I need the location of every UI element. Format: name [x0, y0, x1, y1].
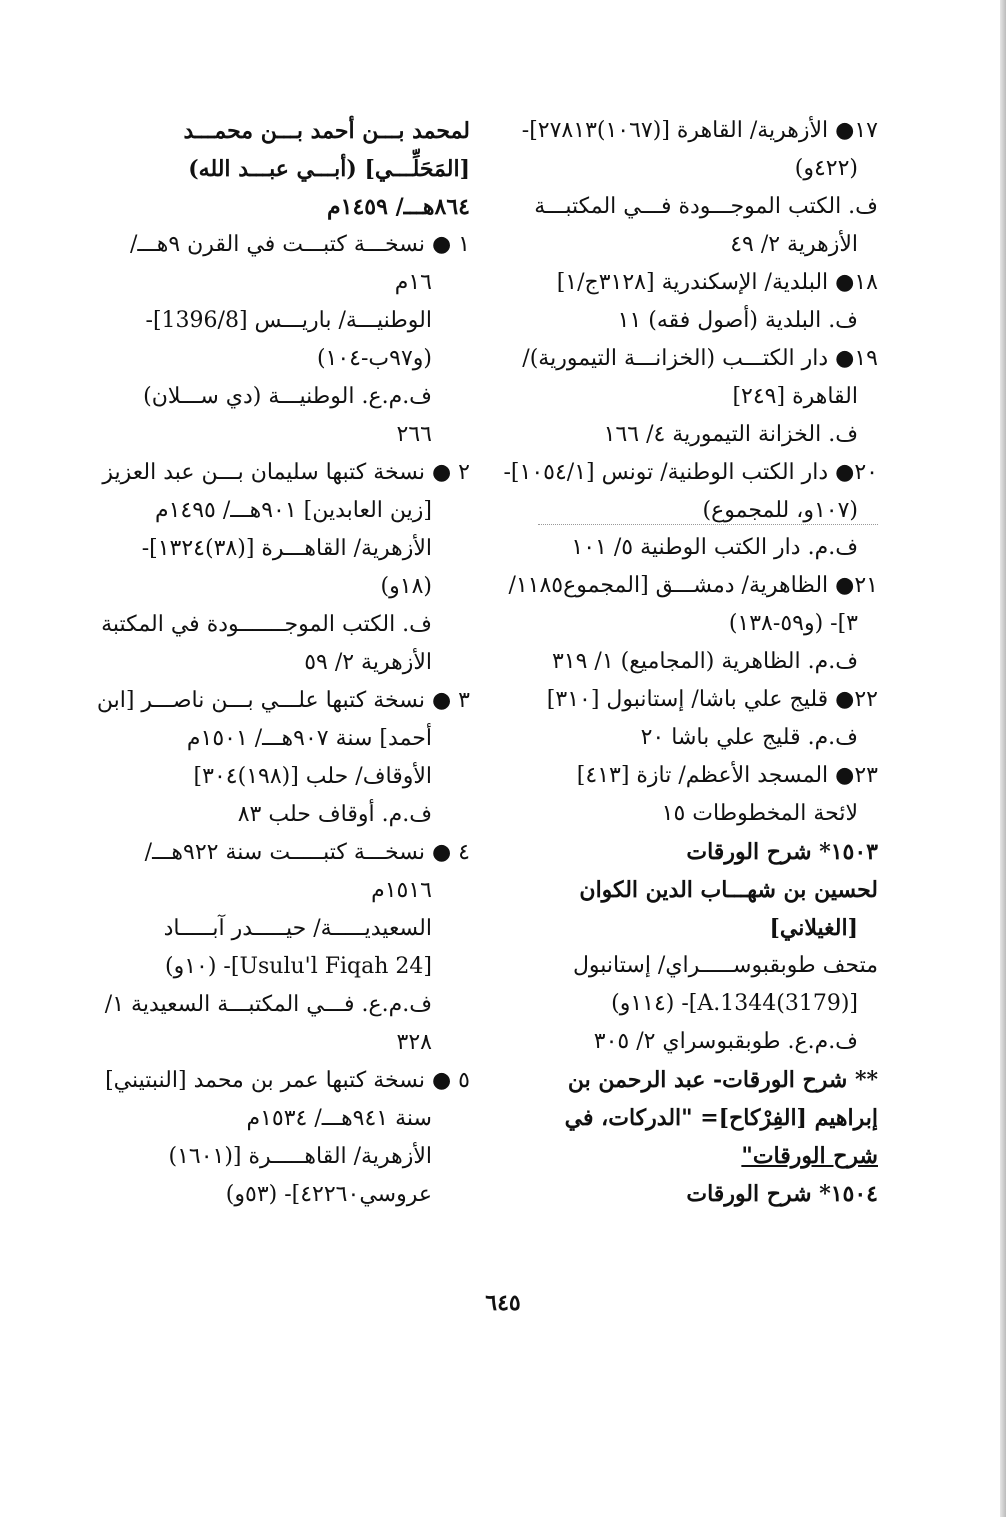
- copy-2-line1: ٢ ● نسخة كتبها سليمان بـــن عبد العزيز: [102, 460, 470, 485]
- entry-22-line: ٢٢● قليج علي باشا/ إستانبول [٣١٠]: [546, 687, 878, 712]
- entry-23-catalog: لائحة المخطوطات ١٥: [661, 801, 858, 826]
- copy-2-line2: [زين العابدين] ٩٠١هـــ/ ١٤٩٥م: [154, 498, 432, 523]
- entry-18-catalog: ف. البلدية (أصول فقه) ١١: [617, 308, 858, 333]
- entry-23-line: ٢٣● المسجد الأعظم/ تازة [٤١٣]: [576, 763, 878, 788]
- entry-1504-heading: ١٥٠٤* شرح الورقات: [686, 1181, 878, 1207]
- copy-4-catalog-line1: ف.م.ع. فـــي المكتبـــة السعيدية ١/: [104, 992, 432, 1017]
- entry-20-line2: (١٠٧و، للمجموع): [702, 498, 858, 523]
- copy-1-location-line2: (و٩٧ب-١٠٤): [316, 346, 432, 371]
- entry-21-line1: ٢١● الظاهرية/ دمشـــق [المجموع١١٨٥/: [508, 573, 878, 598]
- entry-22-catalog: ف.م. قليج علي باشا ٢٠: [640, 725, 858, 750]
- entry-17-line2: (٤٢٢و): [794, 156, 858, 181]
- entry-18-line: ١٨● البلدية/ الإسكندرية [٣١٢٨ج/١]: [556, 270, 878, 295]
- entry-1503-heading: ١٥٠٣* شرح الورقات: [686, 839, 878, 865]
- author-line2: [المَحَلِّـــي] (أبـــي عبـــد الله): [188, 156, 470, 182]
- entry-21-line2: ٣]- (و٥٩-١٣٨): [728, 611, 858, 636]
- cross-ref-line1: ** شرح الورقات- عبد الرحمن بن: [567, 1067, 878, 1093]
- copy-5-line1: ٥ ● نسخة كتبها عمر بن محمد [النبتيني]: [105, 1068, 470, 1093]
- entry-1503-catalog: ف.م.ع. طوبقبوسراي ٢/ ٣٠٥: [593, 1029, 858, 1054]
- copy-2-catalog-line1: ف. الكتب الموجـــــــودة في المكتبة: [101, 612, 432, 637]
- copy-3-catalog: ف.م. أوقاف حلب ٨٣: [237, 802, 432, 827]
- entry-1503-author-line1: لحسين بن شهـــاب الدين الكوان: [579, 877, 878, 903]
- copy-3-line2: أحمد] سنة ٩٠٧هـــ/ ١٥٠١م: [186, 726, 432, 751]
- copy-1-line1: ١ ● نسخـــة كتبـــت في القرن ٩هـــ/: [129, 232, 470, 257]
- entry-19-line1: ١٩● دار الكتـــب (الخزانـــة التيمورية)/: [522, 346, 878, 371]
- entry-19-line2: القاهرة [٢٤٩]: [732, 384, 858, 409]
- copy-4-catalog-line2: ٣٢٨: [396, 1030, 432, 1055]
- author-line1: لمحمد بـــن أحمد بـــن محمـــد: [183, 118, 470, 144]
- copy-1-line2: ١٦م: [394, 270, 432, 295]
- copy-1-location-line1: الوطنيـــة/ باريـــس [1396/8]-: [145, 308, 432, 333]
- copy-3-location: الأوقاف/ حلب [(١٩٨)٣٠٤]: [193, 764, 432, 789]
- cross-ref-line3: شرح الورقات": [741, 1143, 878, 1169]
- copy-5-location-line2: عروسي٤٢٢٦٠]- (٥٣و): [225, 1182, 432, 1207]
- author-dates: ٨٦٤هـــ/ ١٤٥٩م: [327, 194, 470, 220]
- entry-1503-author-line2: [الغيلاني]: [769, 915, 858, 941]
- copy-2-catalog-line2: الأزهرية ٢/ ٥٩: [304, 650, 432, 675]
- copy-4-line2: ١٥١٦م: [371, 878, 432, 903]
- entry-1503-location-line2: [A.1344(3179)]- (١١٤و): [611, 991, 858, 1016]
- entry-19-catalog: ف. الخزانة التيمورية ٤/ ١٦٦: [603, 422, 858, 447]
- copy-4-location-line2: [Usulu'l Fiqah 24]- (١٠و): [165, 954, 432, 979]
- left-column: [96, 112, 470, 1214]
- copy-5-line2: سنة ٩٤١هـــ/ ١٥٣٤م: [246, 1106, 432, 1131]
- copy-1-catalog-line2: ٢٦٦: [396, 422, 432, 447]
- entry-20-catalog: ف.م. دار الكتب الوطنية ٥/ ١٠١: [538, 524, 878, 567]
- cross-ref-line2: إبراهيم [الفِرْكاح]= "الدركات، في: [564, 1105, 878, 1131]
- right-column: [503, 112, 878, 1213]
- entry-20-line1: ٢٠● دار الكتب الوطنية/ تونس [١٠٥٤/١]-: [503, 460, 878, 485]
- page-number: ٦٤٥: [485, 1290, 521, 1316]
- entry-17-catalog-line2: الأزهرية ٢/ ٤٩: [730, 232, 858, 257]
- copy-3-line1: ٣ ● نسخة كتبها علـــي بـــن ناصـــر [ابن: [96, 688, 470, 713]
- copy-1-catalog-line1: ف.م.ع. الوطنيـــة (دي ســـلان): [143, 384, 432, 409]
- copy-4-line1: ٤ ● نسخـــة كتبـــــت سنة ٩٢٢هـــ/: [144, 840, 470, 865]
- copy-2-location-line2: (١٨و): [380, 574, 432, 599]
- copy-4-location-line1: السعيديـــــة/ حيـــــدر آبـــــاد: [163, 916, 432, 941]
- entry-21-catalog: ف.م. الظاهرية (المجاميع) ١/ ٣١٩: [551, 649, 858, 674]
- entry-17-line1: ١٧● الأزهرية/ القاهرة [(١٠٦٧)٢٧٨١٣]-: [521, 118, 878, 143]
- entry-1503-location-line1: متحف طوبقبوســـــراي/ إستانبول: [572, 953, 878, 978]
- copy-2-location-line1: الأزهرية/ القاهـــرة [(٣٨)١٣٢٤]-: [141, 536, 432, 561]
- copy-5-location-line1: الأزهرية/ القاهـــــرة [(١٦٠١): [168, 1144, 432, 1169]
- entry-17-catalog-line1: ف. الكتب الموجـــودة فـــي المكتبـــة: [534, 194, 878, 219]
